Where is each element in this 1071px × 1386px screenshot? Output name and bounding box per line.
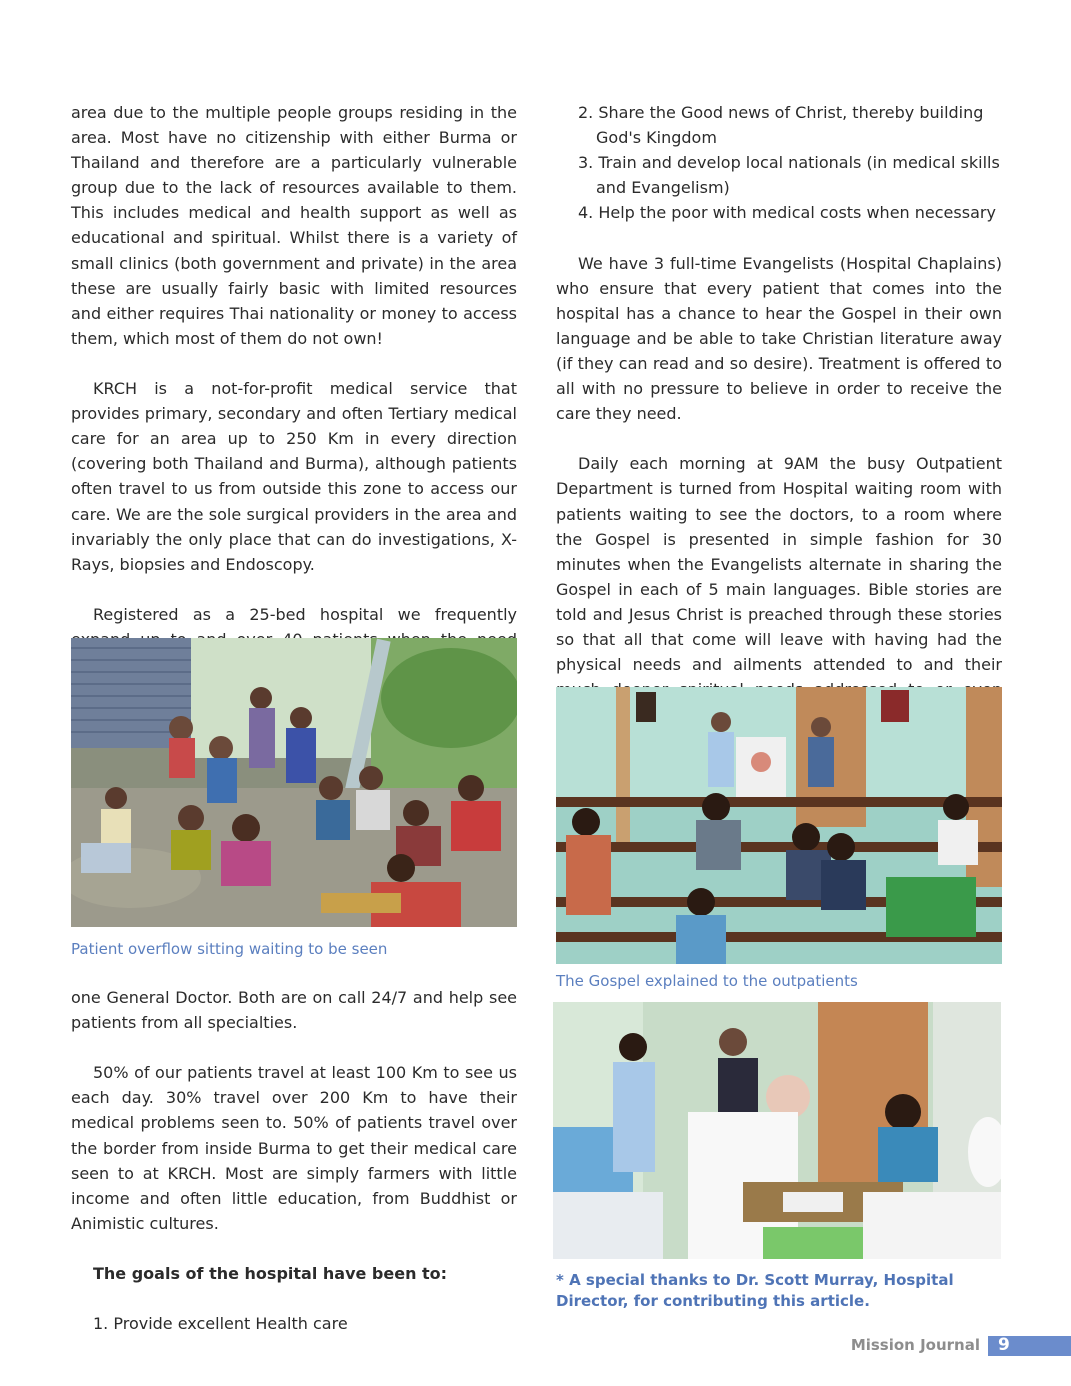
goal-item: 3. Train and develop local nationals (in medical skills and Evangelism) [578,153,1000,198]
paragraph: KRCH is a not-for-profit medical service that provides primary, secondary and often Tertiary medical care for an area up to 250 Km in every direction (covering both Thailand and Burma), although patients often travel to us from outside this zone to access our care. We are the sole surgical providers in the area and invariably the only place that can do investigations, X-Rays, biopsies and Endoscopy. [71,379,517,574]
paragraph: one General Doctor. Both are on call 24/7 and help see patients from all specialties. [71,988,517,1033]
photo-caption: Patient overflow sitting waiting to be seen [71,940,388,958]
paragraph: Daily each morning at 9AM the busy Outpatient Department is turned from Hospital waiting room with patients waiting to see the doctors, to a room where the Gospel is presented in simple fashion for 30 minutes when the Evangelists alternate in sharing the Gospel in each of 5 main languages. Bible stories are told and Jesus Christ is preached through these stories so that all that come will leave with having had the physical needs and ailments attended to and their [556,454,1002,675]
goal-item: 1. Provide excellent Health care [93,1314,348,1334]
paragraph: 50% of our patients travel at least 100 Km to see us each day. 30% travel over 200 Km to have their medical problems seen to. 50% of patients travel over the border from inside Burma to get their medical care seen to at KRCH. Most are simply farmers with little income and often little education, from Buddhist or Animistic cultures. [71,1063,517,1233]
left-column-continued [71,985,517,1336]
paragraph: Registered as a 25-bed hospital we frequently [93,604,517,624]
right-column [556,100,1002,727]
paragraph: area due to the multiple people groups residing in the area. Most have no citizenship with either Burma or Thailand and therefore are a particularly vulnerable group due to the lack of resources available to them. This includes medical and health support as well as educational and spiritual. Whilst there is a variety of small clinics (both government and private) in the area these are usually fairly basic with limited resources and either requires Thai nationality or money to access them, which most of them do not own! [71,103,517,348]
acknowledgement: * A special thanks to Dr. Scott Murray, Hospital Director, for contributing this article. [556,1271,954,1310]
goals-list [556,100,1002,225]
photo-gospel-outpatients [556,687,1002,964]
page-number: 9 [998,1335,1010,1355]
left-column [71,100,517,702]
goal-item: 2. Share the Good news of Christ, thereby building God's Kingdom [578,103,984,148]
goals-heading: The goals of the hospital have been to: [93,1264,448,1284]
photo-caption: The Gospel explained to the outpatients [556,972,858,990]
goal-item: 4. Help the poor with medical costs when necessary [578,203,996,223]
paragraph: We have 3 full-time Evangelists (Hospital Chaplains) who ensure that every patient that comes into the hospital has a chance to hear the Gospel in their own language and be able to take Christian literature away (if they can read and so desire). Treatment is offered to all with no pressure to believe in order to receive the care they need. [556,253,1002,424]
photo-patients-waiting [71,638,517,927]
photo-doctor-consultation [553,1002,1001,1259]
journal-name: Mission Journal [850,1336,980,1354]
